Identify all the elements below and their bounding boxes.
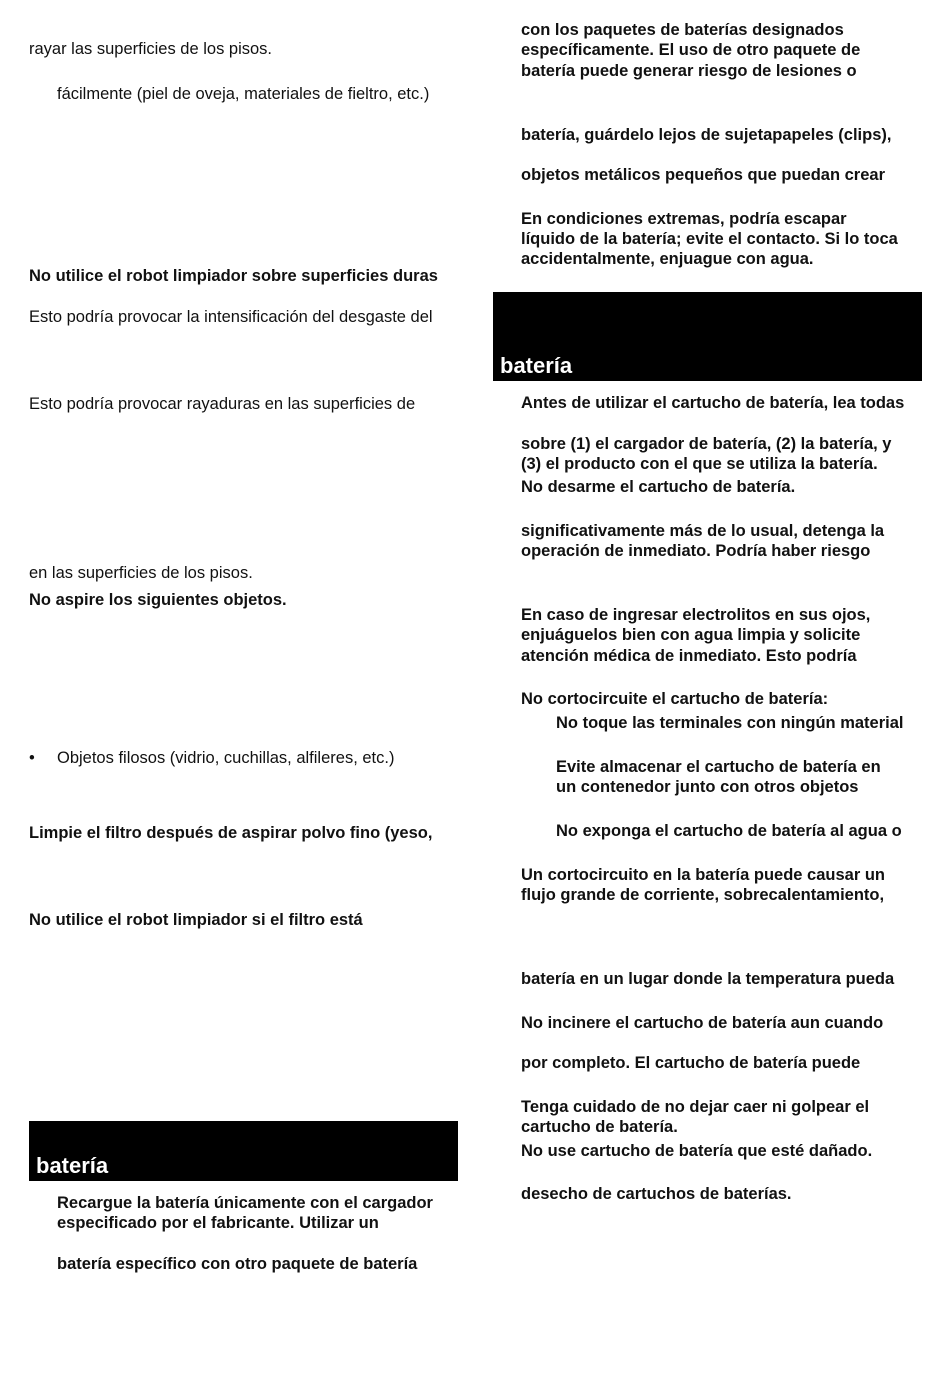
list-item: un contenedor junto con otros objetos — [556, 778, 859, 796]
text-line: flujo grande de corriente, sobrecalentamiento, — [521, 886, 885, 904]
text-line: objetos metálicos pequeños que puedan crear — [521, 166, 886, 184]
text-line: Esto podría provocar rayaduras en las superficies de — [29, 395, 416, 413]
text-line: No desarme el cartucho de batería. — [521, 478, 796, 496]
text-line: En condiciones extremas, podría escapar — [521, 210, 847, 228]
list-item: No toque las terminales con ningún material — [556, 714, 904, 732]
text-line: por completo. El cartucho de batería puede — [521, 1054, 861, 1072]
warning-heading: No utilice el robot limpiador si el filtro está — [29, 911, 363, 929]
bullet-icon: • — [29, 749, 35, 767]
text-line: batería, guárdelo lejos de sujetapapeles (clips), — [521, 126, 892, 144]
section-title: batería — [36, 1153, 109, 1178]
warning-heading: No aspire los siguientes objetos. — [29, 591, 287, 609]
text-line: en las superficies de los pisos. — [29, 564, 253, 582]
text-line: significativamente más de lo usual, detenga la — [521, 522, 885, 540]
text-line: batería en un lugar donde la temperatura pueda — [521, 970, 895, 988]
text-line: No incinere el cartucho de batería aun cuando — [521, 1014, 884, 1032]
list-item: No exponga el cartucho de batería al agua o — [556, 822, 902, 840]
text-line: batería puede generar riesgo de lesiones o — [521, 62, 857, 80]
text-line: sobre (1) el cargador de batería, (2) la batería, y — [521, 435, 892, 453]
text-line: enjuáguelos bien con agua limpia y solicite — [521, 626, 861, 644]
list-item: Evite almacenar el cartucho de batería en — [556, 758, 881, 776]
section-header-bar — [29, 1121, 458, 1181]
text-line: Recargue la batería únicamente con el cargador — [57, 1194, 433, 1212]
section-title: batería — [500, 353, 573, 378]
text-line: líquido de la batería; evite el contacto. Si lo toca — [521, 230, 898, 248]
text-line: operación de inmediato. Podría haber riesgo — [521, 542, 871, 560]
section-header-bar — [493, 292, 922, 381]
text-line: En caso de ingresar electrolitos en sus ojos, — [521, 606, 871, 624]
text-line: rayar las superficies de los pisos. — [29, 40, 273, 58]
text-line: especificado por el fabricante. Utilizar un — [57, 1214, 379, 1232]
text-line: con los paquetes de baterías designados — [521, 21, 844, 39]
text-line: desecho de cartuchos de baterías. — [521, 1185, 792, 1203]
text-line: No use cartucho de batería que esté dañado. — [521, 1142, 873, 1160]
text-line: Un cortocircuito en la batería puede causar un — [521, 866, 886, 884]
text-line: específicamente. El uso de otro paquete de — [521, 41, 861, 59]
text-line: accidentalmente, enjuague con agua. — [521, 250, 814, 268]
list-item: Objetos filosos (vidrio, cuchillas, alfileres, etc.) — [57, 749, 395, 767]
text-line: cartucho de batería. — [521, 1118, 678, 1136]
text-line: (3) el producto con el que se utiliza la batería. — [521, 455, 878, 473]
warning-heading: Limpie el filtro después de aspirar polvo fino (yeso, — [29, 824, 433, 842]
text-line: Esto podría provocar la intensificación del desgaste del — [29, 308, 433, 326]
text-line: fácilmente (piel de oveja, materiales de fieltro, etc.) — [57, 85, 430, 103]
text-line: Tenga cuidado de no dejar caer ni golpear el — [521, 1098, 870, 1116]
warning-heading: No utilice el robot limpiador sobre superficies duras — [29, 267, 438, 285]
text-line: atención médica de inmediato. Esto podría — [521, 647, 857, 665]
text-line: No cortocircuite el cartucho de batería: — [521, 690, 829, 708]
text-line: batería específico con otro paquete de batería — [57, 1255, 418, 1273]
text-line: Antes de utilizar el cartucho de batería, lea todas — [521, 394, 905, 412]
